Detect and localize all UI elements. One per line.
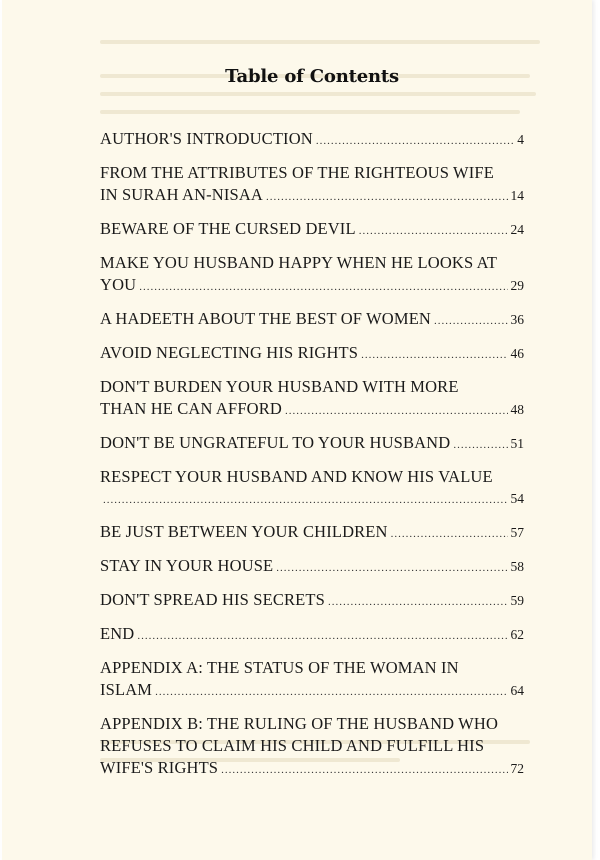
toc-page-number: 57 xyxy=(510,525,524,540)
toc-page-number: 14 xyxy=(510,188,524,203)
toc-entry-line xyxy=(100,342,524,366)
dot-leader xyxy=(285,400,508,422)
toc-entry-line xyxy=(100,521,524,545)
toc-page-number: 46 xyxy=(510,346,524,361)
toc-entry-line xyxy=(100,274,524,298)
dot-leader xyxy=(434,310,508,332)
toc-entry[interactable] xyxy=(100,623,524,647)
toc-entry-line xyxy=(100,679,524,703)
toc-entry-title: BE JUST BETWEEN YOUR CHILDREN xyxy=(100,522,388,541)
toc-entry-title: AUTHOR'S INTRODUCTION xyxy=(100,129,313,148)
toc-page-number: 4 xyxy=(517,132,524,147)
dot-leader xyxy=(103,489,508,511)
dot-leader xyxy=(316,130,514,152)
toc-entry[interactable] xyxy=(100,713,524,781)
toc-entry-title: APPENDIX A: THE STATUS OF THE WOMAN IN xyxy=(100,658,459,677)
toc-entry[interactable] xyxy=(100,162,524,208)
toc-entry-title: BEWARE OF THE CURSED DEVIL xyxy=(100,219,356,238)
toc-entry-title: DON'T SPREAD HIS SECRETS xyxy=(100,590,325,609)
toc-entry-title: DON'T BURDEN YOUR HUSBAND WITH MORE xyxy=(100,377,459,396)
toc-page-number: 51 xyxy=(510,436,524,451)
toc-page-number: 29 xyxy=(510,278,524,293)
toc-entry-line xyxy=(100,488,524,511)
dot-leader xyxy=(137,625,507,647)
toc-entry[interactable] xyxy=(100,466,524,511)
toc-page-number: 59 xyxy=(510,593,524,608)
toc-entry[interactable] xyxy=(100,342,524,366)
page-title: Table of Contents xyxy=(225,66,399,87)
toc-entry-line xyxy=(100,308,524,332)
toc-entry-title: STAY IN YOUR HOUSE xyxy=(100,556,274,575)
toc-page-number: 36 xyxy=(510,312,524,327)
toc-page-number: 62 xyxy=(510,627,524,642)
toc-entry[interactable] xyxy=(100,308,524,332)
bleed-through-line xyxy=(100,40,540,44)
toc-entry-title: A HADEETH ABOUT THE BEST OF WOMEN xyxy=(100,309,431,328)
dot-leader xyxy=(391,523,508,545)
dot-leader xyxy=(221,759,507,781)
toc-entry-title: DON'T BE UNGRATEFUL TO YOUR HUSBAND xyxy=(100,433,451,452)
toc-entry-line xyxy=(100,589,524,613)
dot-leader xyxy=(359,220,508,242)
dot-leader xyxy=(361,344,507,366)
toc-entry[interactable] xyxy=(100,376,524,422)
toc-entry-title: YOU xyxy=(100,275,137,294)
toc-entry-title: ISLAM xyxy=(100,680,153,699)
toc-entry[interactable] xyxy=(100,521,524,545)
toc-entry-title: IN SURAH AN-NISAA xyxy=(100,185,263,204)
toc-entry-title: FROM THE ATTRIBUTES OF THE RIGHTEOUS WIFE xyxy=(100,163,494,182)
dot-leader xyxy=(155,681,507,703)
toc-entry[interactable] xyxy=(100,657,524,703)
bleed-through-line xyxy=(100,110,520,114)
toc-entry[interactable] xyxy=(100,589,524,613)
dot-leader xyxy=(453,434,507,456)
toc-entry-title: MAKE YOU HUSBAND HAPPY WHEN HE LOOKS AT xyxy=(100,253,498,272)
toc-entry-line xyxy=(100,398,524,422)
toc-entry-line xyxy=(100,555,524,579)
toc-page-number: 64 xyxy=(510,683,524,698)
toc-entry-line xyxy=(100,184,524,208)
toc-entry[interactable] xyxy=(100,128,524,152)
table-of-contents xyxy=(100,128,524,791)
toc-entry-line xyxy=(100,623,524,647)
toc-entry[interactable] xyxy=(100,432,524,456)
toc-page-number: 58 xyxy=(510,559,524,574)
dot-leader xyxy=(276,557,507,579)
bleed-through-line xyxy=(100,92,536,96)
dot-leader xyxy=(266,186,508,208)
dot-leader xyxy=(139,276,507,298)
toc-entry-title: END xyxy=(100,624,135,643)
toc-entry-title: AVOID NEGLECTING HIS RIGHTS xyxy=(100,343,359,362)
toc-page-number: 24 xyxy=(510,222,524,237)
toc-page-number: 48 xyxy=(510,402,524,417)
toc-entry-title: RESPECT YOUR HUSBAND AND KNOW HIS VALUE xyxy=(100,467,493,486)
document-page xyxy=(2,0,592,860)
toc-page-number: 72 xyxy=(510,761,524,776)
toc-entry-line xyxy=(100,757,524,781)
toc-entry-title: REFUSES TO CLAIM HIS CHILD AND FULFILL HIS xyxy=(100,736,485,755)
toc-entry[interactable] xyxy=(100,218,524,242)
toc-entry[interactable] xyxy=(100,252,524,298)
toc-entry-title: APPENDIX B: THE RULING OF THE HUSBAND WHO xyxy=(100,714,499,733)
toc-entry-title: WIFE'S RIGHTS xyxy=(100,758,219,777)
toc-entry-line xyxy=(100,218,524,242)
toc-entry-line xyxy=(100,432,524,456)
toc-entry-title: THAN HE CAN AFFORD xyxy=(100,399,282,418)
toc-entry[interactable] xyxy=(100,555,524,579)
toc-entry-line xyxy=(100,128,524,152)
toc-page-number: 54 xyxy=(510,491,524,506)
dot-leader xyxy=(328,591,508,613)
